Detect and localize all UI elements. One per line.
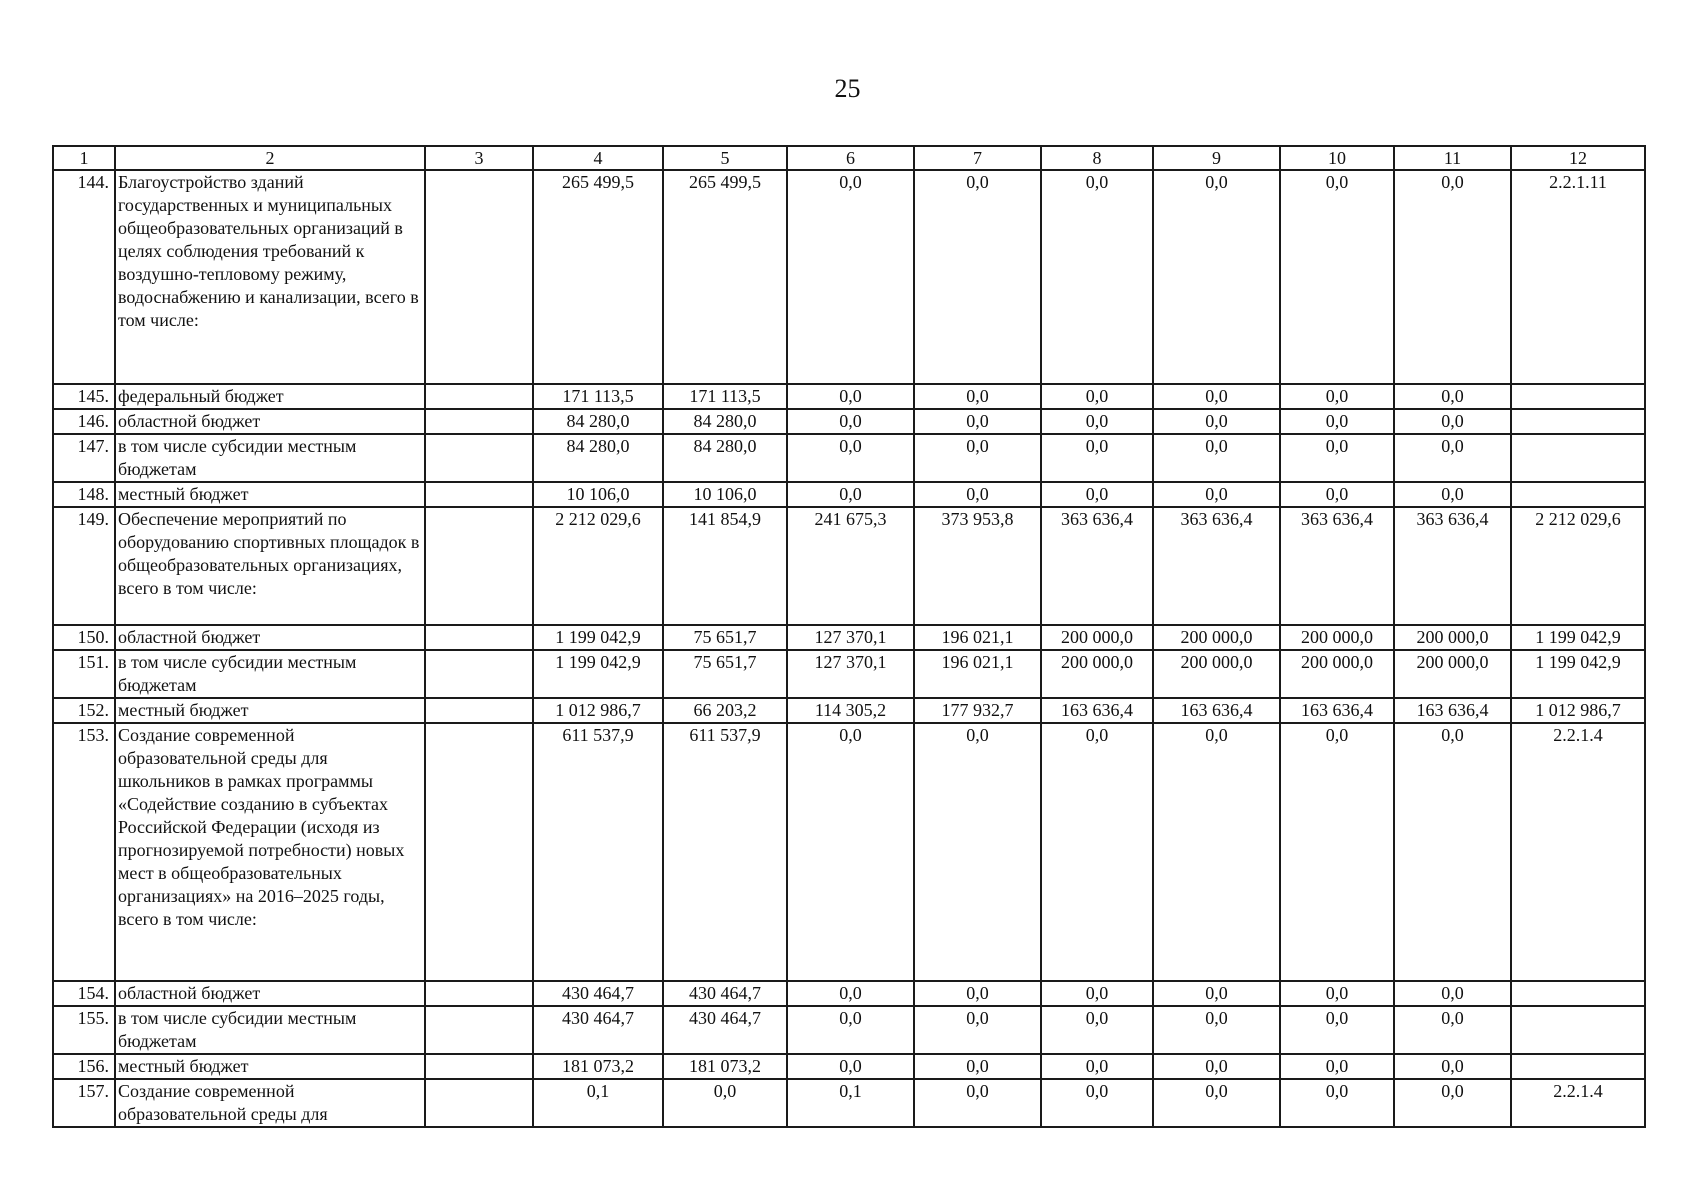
cell: 84 280,0 xyxy=(663,434,787,482)
table-row xyxy=(53,507,1645,625)
cell: 66 203,2 xyxy=(663,698,787,723)
cell: 363 636,4 xyxy=(1153,507,1280,625)
cell: 0,1 xyxy=(533,1079,663,1127)
table-row xyxy=(53,650,1645,698)
table-row xyxy=(53,409,1645,434)
row-name: в том числе субсидии местным бюджетам xyxy=(115,650,425,698)
page-number: 25 xyxy=(834,74,861,103)
cell: 163 636,4 xyxy=(1153,698,1280,723)
cell: 171 113,5 xyxy=(663,384,787,409)
cell: 0,0 xyxy=(1280,1079,1394,1127)
cell: 0,0 xyxy=(663,1079,787,1127)
column-header: 8 xyxy=(1041,146,1153,170)
cell: 0,0 xyxy=(1394,1054,1511,1079)
cell: 0,0 xyxy=(1041,409,1153,434)
cell: 196 021,1 xyxy=(914,625,1041,650)
cell xyxy=(425,507,533,625)
cell: 163 636,4 xyxy=(1041,698,1153,723)
cell: 0,0 xyxy=(1394,981,1511,1006)
cell: 1 199 042,9 xyxy=(1511,650,1645,698)
row-name: в том числе субсидии местным бюджетам xyxy=(115,1006,425,1054)
cell xyxy=(425,384,533,409)
cell: 363 636,4 xyxy=(1394,507,1511,625)
cell: 75 651,7 xyxy=(663,650,787,698)
row-name: областной бюджет xyxy=(115,625,425,650)
cell: 200 000,0 xyxy=(1153,625,1280,650)
row-number: 145. xyxy=(53,384,115,409)
cell: 373 953,8 xyxy=(914,507,1041,625)
cell: 181 073,2 xyxy=(533,1054,663,1079)
cell: 0,0 xyxy=(914,170,1041,384)
table-row xyxy=(53,384,1645,409)
cell: 430 464,7 xyxy=(663,1006,787,1054)
row-number: 152. xyxy=(53,698,115,723)
cell: 0,0 xyxy=(1153,1079,1280,1127)
table-row xyxy=(53,1054,1645,1079)
cell: 10 106,0 xyxy=(663,482,787,507)
cell: 1 199 042,9 xyxy=(533,650,663,698)
cell xyxy=(425,698,533,723)
cell: 114 305,2 xyxy=(787,698,914,723)
cell: 0,0 xyxy=(1041,482,1153,507)
cell: 200 000,0 xyxy=(1394,650,1511,698)
row-number: 144. xyxy=(53,170,115,384)
cell: 0,0 xyxy=(914,434,1041,482)
cell: 0,0 xyxy=(1394,1079,1511,1127)
cell: 163 636,4 xyxy=(1280,698,1394,723)
cell: 0,0 xyxy=(1280,1054,1394,1079)
cell: 0,0 xyxy=(1280,384,1394,409)
cell xyxy=(425,434,533,482)
row-name: областной бюджет xyxy=(115,981,425,1006)
cell: 2 212 029,6 xyxy=(533,507,663,625)
cell: 0,0 xyxy=(1041,1006,1153,1054)
row-name: областной бюджет xyxy=(115,409,425,434)
cell: 265 499,5 xyxy=(533,170,663,384)
cell: 0,0 xyxy=(914,723,1041,981)
cell: 0,0 xyxy=(1153,1054,1280,1079)
cell: 0,0 xyxy=(1153,434,1280,482)
cell xyxy=(425,650,533,698)
column-header: 10 xyxy=(1280,146,1394,170)
cell: 0,0 xyxy=(1153,409,1280,434)
cell: 0,0 xyxy=(1394,384,1511,409)
row-name: Создание современной образовательной среды для xyxy=(115,1079,425,1127)
column-header: 2 xyxy=(115,146,425,170)
cell xyxy=(1511,981,1645,1006)
cell: 0,0 xyxy=(787,384,914,409)
cell: 200 000,0 xyxy=(1041,625,1153,650)
row-name: Создание современной образовательной среды для школьников в рамках программы «Содействие созданию в субъектах Российской Федерации (исходя из прогнозируемой потребности) новых мест в общеобразовательных организациях» на 2016–2025 годы, всего в том числе: xyxy=(115,723,425,981)
cell xyxy=(425,409,533,434)
cell: 177 932,7 xyxy=(914,698,1041,723)
table-row xyxy=(53,434,1645,482)
cell: 265 499,5 xyxy=(663,170,787,384)
table-row xyxy=(53,698,1645,723)
cell: 430 464,7 xyxy=(663,981,787,1006)
cell: 430 464,7 xyxy=(533,1006,663,1054)
row-name: федеральный бюджет xyxy=(115,384,425,409)
cell: 611 537,9 xyxy=(663,723,787,981)
cell: 0,0 xyxy=(1153,723,1280,981)
row-name: местный бюджет xyxy=(115,698,425,723)
cell: 0,0 xyxy=(914,384,1041,409)
row-number: 148. xyxy=(53,482,115,507)
cell xyxy=(425,625,533,650)
cell: 75 651,7 xyxy=(663,625,787,650)
cell: 0,0 xyxy=(1153,482,1280,507)
column-header: 7 xyxy=(914,146,1041,170)
cell: 1 012 986,7 xyxy=(533,698,663,723)
cell: 0,1 xyxy=(787,1079,914,1127)
cell: 0,0 xyxy=(1041,170,1153,384)
column-header: 12 xyxy=(1511,146,1645,170)
budget-table-wrapper xyxy=(52,145,1644,1128)
cell: 200 000,0 xyxy=(1280,625,1394,650)
cell: 363 636,4 xyxy=(1041,507,1153,625)
cell: 0,0 xyxy=(1394,170,1511,384)
cell: 1 199 042,9 xyxy=(1511,625,1645,650)
cell: 0,0 xyxy=(1394,482,1511,507)
cell: 2.2.1.4 xyxy=(1511,1079,1645,1127)
cell: 0,0 xyxy=(787,482,914,507)
cell: 0,0 xyxy=(787,434,914,482)
cell: 0,0 xyxy=(1394,723,1511,981)
cell: 0,0 xyxy=(1394,434,1511,482)
row-number: 147. xyxy=(53,434,115,482)
cell xyxy=(425,482,533,507)
cell: 0,0 xyxy=(914,1006,1041,1054)
cell: 0,0 xyxy=(1280,723,1394,981)
table-row xyxy=(53,981,1645,1006)
cell: 1 199 042,9 xyxy=(533,625,663,650)
cell: 0,0 xyxy=(1041,1079,1153,1127)
cell: 0,0 xyxy=(787,409,914,434)
cell xyxy=(1511,409,1645,434)
table-row xyxy=(53,1079,1645,1127)
row-name: местный бюджет xyxy=(115,482,425,507)
cell: 0,0 xyxy=(1153,170,1280,384)
cell: 363 636,4 xyxy=(1280,507,1394,625)
cell: 430 464,7 xyxy=(533,981,663,1006)
cell: 0,0 xyxy=(914,482,1041,507)
cell: 0,0 xyxy=(787,1006,914,1054)
cell: 163 636,4 xyxy=(1394,698,1511,723)
row-number: 153. xyxy=(53,723,115,981)
cell xyxy=(1511,1006,1645,1054)
cell: 2.2.1.4 xyxy=(1511,723,1645,981)
cell: 0,0 xyxy=(914,981,1041,1006)
cell: 0,0 xyxy=(787,170,914,384)
cell: 241 675,3 xyxy=(787,507,914,625)
cell xyxy=(425,981,533,1006)
cell: 0,0 xyxy=(1280,482,1394,507)
cell xyxy=(425,1006,533,1054)
column-header: 1 xyxy=(53,146,115,170)
cell: 200 000,0 xyxy=(1041,650,1153,698)
column-header: 3 xyxy=(425,146,533,170)
cell: 2 212 029,6 xyxy=(1511,507,1645,625)
column-header: 9 xyxy=(1153,146,1280,170)
cell xyxy=(425,1054,533,1079)
cell: 127 370,1 xyxy=(787,650,914,698)
cell xyxy=(1511,384,1645,409)
table-row xyxy=(53,170,1645,384)
table-row xyxy=(53,625,1645,650)
cell: 0,0 xyxy=(914,409,1041,434)
cell: 0,0 xyxy=(1394,409,1511,434)
table-row xyxy=(53,723,1645,981)
row-number: 154. xyxy=(53,981,115,1006)
cell: 0,0 xyxy=(787,981,914,1006)
budget-table xyxy=(52,145,1646,1128)
cell: 2.2.1.11 xyxy=(1511,170,1645,384)
cell xyxy=(1511,434,1645,482)
row-number: 151. xyxy=(53,650,115,698)
cell: 0,0 xyxy=(1153,1006,1280,1054)
cell: 0,0 xyxy=(1394,1006,1511,1054)
column-header: 4 xyxy=(533,146,663,170)
column-header: 11 xyxy=(1394,146,1511,170)
cell: 1 012 986,7 xyxy=(1511,698,1645,723)
cell: 0,0 xyxy=(1153,384,1280,409)
cell xyxy=(425,170,533,384)
cell: 84 280,0 xyxy=(533,409,663,434)
cell xyxy=(425,1079,533,1127)
column-header: 6 xyxy=(787,146,914,170)
table-row xyxy=(53,482,1645,507)
row-number: 150. xyxy=(53,625,115,650)
row-number: 149. xyxy=(53,507,115,625)
cell: 0,0 xyxy=(914,1054,1041,1079)
row-number: 146. xyxy=(53,409,115,434)
row-number: 155. xyxy=(53,1006,115,1054)
column-header: 5 xyxy=(663,146,787,170)
row-number: 157. xyxy=(53,1079,115,1127)
cell: 0,0 xyxy=(1041,723,1153,981)
cell: 171 113,5 xyxy=(533,384,663,409)
row-name: Благоустройство зданий государственных и муниципальных общеобразовательных организаций в целях соблюдения требований к воздушно-тепловому режиму, водоснабжению и канализации, всего в том числе: xyxy=(115,170,425,384)
cell: 0,0 xyxy=(1280,981,1394,1006)
cell: 141 854,9 xyxy=(663,507,787,625)
cell: 0,0 xyxy=(1153,981,1280,1006)
cell: 0,0 xyxy=(1280,409,1394,434)
cell: 84 280,0 xyxy=(663,409,787,434)
cell: 611 537,9 xyxy=(533,723,663,981)
cell: 127 370,1 xyxy=(787,625,914,650)
cell: 0,0 xyxy=(1280,1006,1394,1054)
cell xyxy=(1511,482,1645,507)
cell: 0,0 xyxy=(914,1079,1041,1127)
row-number: 156. xyxy=(53,1054,115,1079)
cell: 84 280,0 xyxy=(533,434,663,482)
cell: 0,0 xyxy=(1041,384,1153,409)
table-row xyxy=(53,1006,1645,1054)
cell: 200 000,0 xyxy=(1153,650,1280,698)
cell: 0,0 xyxy=(1280,434,1394,482)
row-name: Обеспечение мероприятий по оборудованию спортивных площадок в общеобразовательных организациях, всего в том числе: xyxy=(115,507,425,625)
cell: 0,0 xyxy=(1041,1054,1153,1079)
cell: 196 021,1 xyxy=(914,650,1041,698)
row-name: в том числе субсидии местным бюджетам xyxy=(115,434,425,482)
cell xyxy=(425,723,533,981)
cell: 0,0 xyxy=(1041,981,1153,1006)
cell xyxy=(1511,1054,1645,1079)
cell: 10 106,0 xyxy=(533,482,663,507)
cell: 0,0 xyxy=(787,1054,914,1079)
cell: 200 000,0 xyxy=(1280,650,1394,698)
cell: 181 073,2 xyxy=(663,1054,787,1079)
cell: 0,0 xyxy=(787,723,914,981)
header-row xyxy=(53,146,1645,170)
row-name: местный бюджет xyxy=(115,1054,425,1079)
cell: 200 000,0 xyxy=(1394,625,1511,650)
cell: 0,0 xyxy=(1280,170,1394,384)
cell: 0,0 xyxy=(1041,434,1153,482)
